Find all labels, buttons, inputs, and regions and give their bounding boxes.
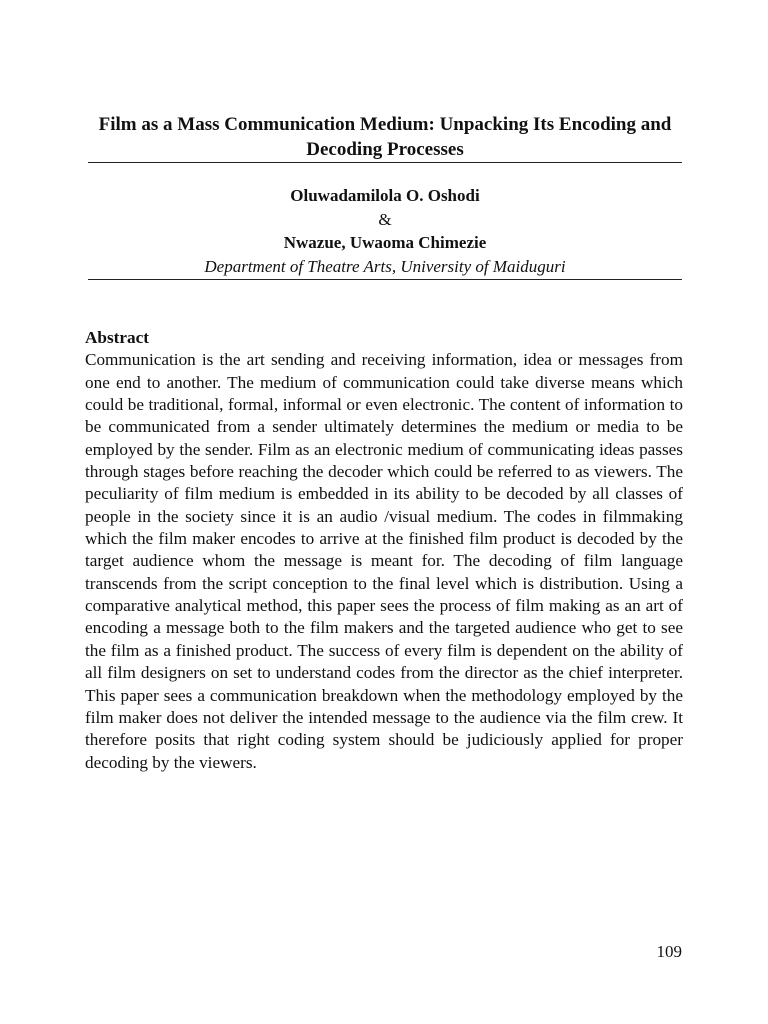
page-number: 109	[656, 942, 682, 961]
author-conjunction: &	[378, 209, 392, 229]
title-block	[88, 112, 682, 162]
author-affiliation: Department of Theatre Arts, University of Maiduguri	[204, 256, 566, 276]
author-divider	[88, 279, 682, 280]
author-block	[88, 184, 682, 278]
title-divider	[88, 162, 682, 163]
abstract-section	[85, 327, 683, 774]
author-name-1: Oluwadamilola O. Oshodi	[290, 186, 480, 205]
author-name-2: Nwazue, Uwaoma Chimezie	[283, 233, 487, 252]
abstract-heading: Abstract	[85, 328, 149, 347]
paper-title: Film as a Mass Communication Medium: Unpacking Its Encoding and Decoding Processes	[98, 114, 672, 160]
abstract-body: Communication is the art sending and receiving information, idea or messages from one end to another. The medium of communication could take diverse means which could be traditional, formal, informal or even electronic. The content of information to be communicated from a sender ultimately determines the medium or media to be employed by the sender. Film as an electronic medium of communicating ideas passes through stages before reaching the decoder which could be referred to as viewers. The peculiarity of film medium is embedded in its ability to be decoded by all classes of people in the society since it is an audio /visual medium. The codes in filmmaking which the film maker encodes to arrive at the finished film product is decoded by the target audience whom the message is meant for. The decoding of film language transcends from the script conception to the final level which is distribution. Using a comparative analytical method, this paper sees the process of film making as an art of encoding a message both to the film makers and the targeted audience who get to see the film as a finished product. The success of every film is dependent on the ability of all film designers on set to understand codes from the director as the chief interpreter. This paper sees a communication breakdown when the methodology employed by the film maker does not deliver the intended message to the audience via the film crew. It therefore posits that right coding system should be judiciously applied for proper decoding by the viewers.	[85, 350, 683, 772]
